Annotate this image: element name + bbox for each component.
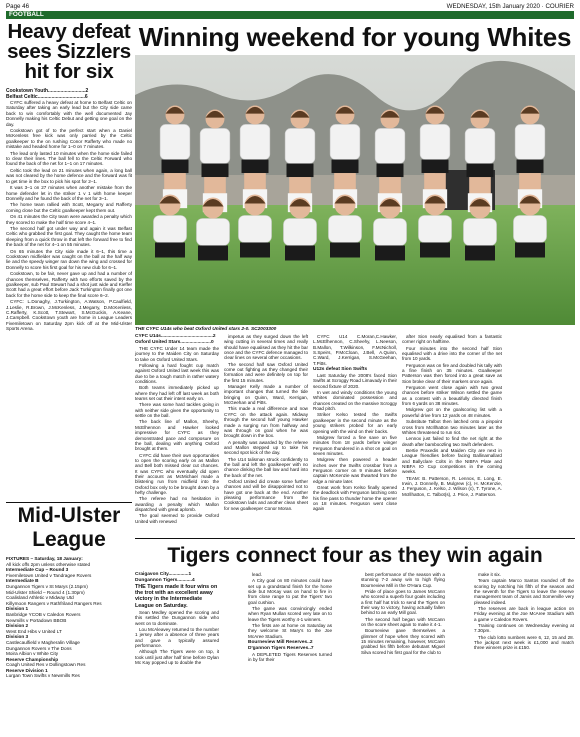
article-paragraph: This made a real difference and now CYFC on the attack again. Midway through the second half young Hawker made a surging run from halfway and was through on goal when he was brought down in the box. bbox=[224, 406, 308, 439]
article-paragraph: Team captain Marco Santos rounded off the scoring by notching his fifth of the season and the seventh for the Tigers to leave the reserve management team of Jarvis and Somerville very pleased indeed. bbox=[474, 578, 574, 605]
fixture-line: Dungannon Rovers v The Dons bbox=[6, 645, 72, 651]
article-paragraph: Lou McAleavey returned to the number 1 jersey after a absence of three years and gave a typically assured performance. bbox=[135, 626, 219, 648]
article-paragraph: CYFC suffered a heavy defeat at home to Belfast Celtic on Saturday after taking an early lead but the City side came back to win comfortably with the well documented Jay Donnelly making his Celtic Debut and getting one goal on the day. bbox=[6, 100, 132, 127]
fixture-line: Mid-Ulster Shield – Round 4 (1.30pm) bbox=[6, 589, 85, 595]
players-group bbox=[154, 106, 547, 261]
fixture-line: Dungannon Tigers v St Marys (2.15pm) bbox=[6, 583, 88, 589]
tigers-column-3 bbox=[361, 572, 445, 656]
article-paragraph: Celtic took the lead on 21 minutes when again, a long ball was not cleared by the home defence and the forward was fit to get time in the box to pick his spot for 2–1. bbox=[6, 167, 132, 184]
article-paragraph: Last Saturday the 2008's faced Sion Swifts at Scroggy Road Limavady in their second fixture of 2020. bbox=[313, 373, 397, 389]
article-paragraph: Bertie Praxedis and Maiden City are next in League friendlies before facing Ballinamallard and Ballyclare Colts in the NIBFA Plate and NIBFA IO Cup competitions in the coming weeks. bbox=[402, 447, 502, 475]
fixture-line: Fivemiletown United v Tandragee Rovers bbox=[6, 572, 92, 578]
fixture-line: Coalisland Athletic v Midway Utd bbox=[6, 595, 74, 601]
article-paragraph: Four minutes into the second half Sion equalised with a drive into the corner of the net from 10 yards. bbox=[402, 345, 502, 362]
article-paragraph: The home team rallied with Scott, Megarry and Rafferty coming close but the Celtic goalkeeper kept them out. bbox=[6, 202, 132, 213]
fixture-line: Coagh United Res v Dollingstown Res bbox=[6, 662, 86, 668]
page-number: Page 46 bbox=[6, 3, 30, 10]
article-paragraph: A penalty was awarded by the referee and Mallon stepped up to take his second spot kick of the day. bbox=[224, 439, 308, 456]
team-photo bbox=[135, 55, 575, 325]
article-paragraph: TEAM: B. Patterson, R. Lennox, E. Long, E. Irwin, J. Donnelly, B. Mulgrew (c), H. McKenzie, J. Ferguson, J. Kelso, J. Wilson (c), T. Tyrone, A. McIllhatton, C. Talbot(s), J. Price, J. Patterson. bbox=[402, 475, 502, 497]
article-paragraph: Mulgrew got on the goalscoring list with a powerful drive from 12 yards on 48 minutes. bbox=[402, 407, 502, 418]
article-paragraph: The goal seemed to provide Oxford United with renewed bbox=[135, 513, 219, 524]
article-paragraph: Both teams immediately picked up where they had left off last week as both teams set out their intent early on. bbox=[135, 385, 219, 402]
sizzlers-body bbox=[6, 100, 132, 332]
fixture-line: Castlecaulfield v Magheralin Village bbox=[6, 639, 80, 645]
article-paragraph: In wet and windy conditions the young Whites dominated possession and chances created on the massive Scroggy Road pitch. bbox=[313, 390, 398, 412]
fixture-heading: FIXTURES – Saturday, 18 January: bbox=[6, 556, 83, 561]
article-paragraph: lead. bbox=[252, 572, 262, 577]
lead-paragraph: THE Tigers made it four wins on the trot with an excellent away victory in the Intermediate League on Saturday. bbox=[135, 584, 218, 609]
date-paper: WEDNESDAY, 15th January 2020 · COURIER bbox=[446, 3, 574, 10]
article-paragraph: On 41 minutes the City team were awarded a penalty which they scored to make the half time score 4–1. bbox=[6, 214, 132, 225]
fixture-line: Lurgan Town Swifts v Newmills Res bbox=[6, 673, 80, 679]
fixture-heading: Division 2 bbox=[6, 623, 29, 629]
score-line: Belfast Celtic..................................6 bbox=[6, 94, 88, 100]
fixture-line: Banbridge YCOB v Caledon Rovers bbox=[6, 611, 81, 617]
fixture-heading: Division 1 bbox=[6, 606, 29, 612]
article-paragraph: Cookstown, to be fair, never gave up and had a number of chances themselves, Rafferty with two efforts saved by the goalkeeper, sub Paul Stewart had a shot just wide and Kieffer Scott had a great effort before Jack Turkington finally got one back for the home side to keep the final score 6–2. bbox=[6, 271, 132, 298]
fixture-heading: Reserve Championship bbox=[6, 656, 59, 662]
article-paragraph: It was 3–1 on 27 minutes when another mistake from the home defender let in the striker 1 v 1 with home keeper Donnelly and he found the back of the net for 3–1. bbox=[6, 185, 132, 201]
article-paragraph: A DEPLETED Tigers Reserves turned in by far their bbox=[248, 652, 332, 663]
article-paragraph: The firsts are at home on Saturday as they welcome St Mary's to the Joe McAree Stadium. bbox=[248, 623, 332, 639]
tigers-headline: Tigers connect four as they win again bbox=[167, 544, 543, 567]
score-line: Dungannon Tigers...........4 bbox=[135, 578, 195, 583]
article-paragraph: The back line of Mallon, Sheehy, McElhennon and Hawker looked impressive for CYFC as they demonstrated pace and composure on the ball, dealing with anything Oxford brought at them. bbox=[135, 419, 219, 452]
sizzlers-article bbox=[6, 22, 132, 333]
article-paragraph: Cookstown got of to the perfect start when a Daniel McKenless free kick was only parried by the Celtic goalkeeper to the on rushing Conor Rafferty who made no mistake and headed home for 1–0 on 7 minutes. bbox=[6, 128, 132, 150]
article-paragraph: impetus as they surged down the left wing cutting in several times and really should have equalised as they hit the bar once and the CYFC defence managed to clear lines on several other occasions. bbox=[224, 334, 308, 361]
article-paragraph: A City goal on 80 minutes could have set up a grandstand finish for the home side but McKay was on hand to fire in from close range to put the Tigers' two goal cushion. bbox=[248, 578, 332, 605]
article-paragraph: Pride of place goes to James McCann who scored a superb four goals including a first half hat trick to send the Tigers on their way to victory, having actually fallen behind to an early Mill goal. bbox=[361, 589, 445, 616]
fixture-heading: Division 3 bbox=[6, 634, 29, 640]
article-paragraph: On 65 minutes the City side made it 6–1, this time a Cookstown midfielder was caught on the ball at the half way lie and the speedy winger ran down the wing and crossed for Donnelly to score his first goal for his new club for 6–1. bbox=[6, 248, 132, 270]
article-paragraph: Following a hard fought cup match against Oxford United last week this was due to be a tough match in rather watery conditions. bbox=[135, 363, 219, 385]
whites-column-4 bbox=[402, 334, 502, 498]
whites-column-3 bbox=[313, 334, 397, 513]
divider bbox=[135, 538, 575, 539]
score-line: Cookstown Youth...........................2 bbox=[6, 88, 89, 94]
section-bar: FOOTBALL bbox=[6, 11, 574, 19]
divider bbox=[6, 502, 132, 503]
article-paragraph: Lennox just failed to find the net right at the death after bamboozling two Swift defenders. bbox=[402, 436, 502, 447]
article-paragraph: best performance of the season with a stunning 7-2 away win to high flying Bourneview Mill in the O'Hara Cup. bbox=[361, 572, 445, 588]
article-paragraph: Great work from Kelso finally opened the deadlock with Ferguson latching onto his fine pass to thunder home the opener on 18 minutes. Ferguson went close again bbox=[313, 484, 397, 512]
tigers-column-1 bbox=[135, 572, 219, 666]
article-paragraph: Mulgrew then powered a header inches over the Swifts crossbar from a Ferguson corner on 9 minutes before captain McKenzie was thwarted from the edge a minute later. bbox=[313, 457, 397, 484]
article-paragraph: The second half got under way and again it was Belfast Celtic who grabbed the first goal. They caught the home team sleeping from a quick throw in that left the forward free to find the back of the net for 4–1 on 55 minutes. bbox=[6, 225, 132, 248]
score-line: Bourneview Mill Reserves..2 bbox=[248, 640, 313, 646]
sizzlers-headline: Heavy defeat sees Sizzlers hit for six bbox=[7, 20, 131, 83]
fixture-heading: Intermediate B bbox=[6, 578, 39, 584]
article-paragraph: Training continues on Wednesday evening at 7.30pm. bbox=[474, 623, 574, 634]
score-line: CYFC U14s.......................................2 bbox=[135, 334, 216, 339]
article-paragraph: The second half saw Oxford United come out fighting as they changed their formation and were definitely on top for the first 15 minutes. bbox=[224, 361, 308, 383]
article-paragraph: The reserves are back in league action on Friday evening at the Joe McAree Stadium with a game v Caledon Rovers. bbox=[474, 606, 574, 622]
fixture-line: Killymoon Rangers v Rathfriland Rangers Res bbox=[6, 600, 102, 606]
midulster-fixtures bbox=[6, 556, 132, 679]
article-paragraph: Oxford United did create some further chances and will be disappointed not to have got one back at the end. Another pleasing performance from the Cookstown lads and another clean sheet for new goalkeeper Conor Moran. bbox=[224, 478, 308, 511]
article-paragraph: The U14 talisman struck confidently to the ball and left the goalkeeper with no chance dinking the ball low and hard into the back of the net. bbox=[224, 456, 308, 478]
article-paragraph: Bourneview gave themselves a glimmer of hope when they scored with 15 minutes remaining, however, McCann grabbed his fifth before debutant Miguel Silva scored his first goal for the club to bbox=[361, 628, 445, 655]
article-paragraph: The club lotto numbers were 6, 12, 15 and 28. The jackpot next week is £1,000 and match three winners prize is £150. bbox=[474, 634, 574, 651]
article-paragraph: Ferguson went close again with two great chances before striker Wilson settled the game as a contest with a beautifully directed finish from 6 yards on 38 minutes. bbox=[402, 385, 502, 407]
score-line: D'gannon Tigers Reserves..7 bbox=[248, 646, 314, 652]
whites-headline: Winning weekend for young Whites bbox=[138, 22, 572, 52]
article-paragraph: There was some hard tackles going in with neither side given the opportunity to settle on the ball. bbox=[135, 402, 219, 419]
score-line: Oxford United Stars.......................0 bbox=[135, 340, 214, 345]
whites-column-2 bbox=[224, 334, 308, 512]
midulster-headline: Mid-Ulster League bbox=[17, 504, 121, 551]
article-paragraph: Although The Tigers were on top, it took until just after half time before Dylan Mc Kay popped up to double the bbox=[135, 649, 219, 665]
article-paragraph: Manager Kelly made a number of important changes that turned the tide bringing on Quinn, Ward, Kerrigan, McGeehan and Pitts. bbox=[224, 384, 308, 406]
fixture-heading: Intermediate Cup – Round 3 bbox=[6, 567, 69, 573]
fixture-line: West End Hibs v United LT bbox=[6, 628, 62, 634]
sizzlers-score bbox=[6, 88, 132, 100]
fixture-line: Moira Albion v White City bbox=[6, 651, 59, 657]
article-paragraph: The lead only lasted 10 minutes when the home side failed to clear their lines. The ball fell to the Celtic Forward who found the back of the net for 1–1 on 17 minutes. bbox=[6, 150, 132, 167]
fixture-line: All kick offs 2pm unless otherwise stated bbox=[6, 561, 91, 567]
tigers-column-2 bbox=[248, 572, 332, 664]
article-paragraph: Substitute Talbot then latched onto a pinpoint cross from McIllhatton two minutes later as the Whites threatened to run riot. bbox=[402, 419, 502, 435]
score-line: Craigavon City...............1 bbox=[135, 572, 192, 577]
article-paragraph: The second half began with McCann on the score sheet again to make it 4-1. bbox=[361, 616, 445, 628]
article-paragraph: Mulgrew forced a fine save on five minutes from 18 yards before winger Ferguson thundered in a shot on goal on seven minutes. bbox=[313, 434, 397, 456]
article-paragraph: Ferguson was on fire and doubled his tally with a fine finish on 35 minutes. Goalkeeper Patterson was then forced into a great save as Sion broke clear of their markers once again. bbox=[402, 362, 502, 384]
fixture-line: Newmills v Portadown BBOB bbox=[6, 617, 67, 623]
team-photo-image bbox=[135, 55, 575, 325]
photo-caption: THE CYFC U14s who beat Oxford United stars 2-0. SC2003300 bbox=[135, 327, 277, 332]
page-header bbox=[6, 2, 574, 11]
tigers-column-4 bbox=[474, 572, 574, 652]
article-paragraph: THE CYFC Under 14 team made the journey to the Maiden City on Saturday to take on Oxford United Stars. bbox=[135, 346, 219, 362]
article-paragraph: Sean Medley opened the scoring and this settled the Dungannon side who went on to dominate. bbox=[135, 609, 219, 626]
article-paragraph: CYFC did have their own opportunities to open the scoring early on as Mallon and Bell both missed clear cut chances. It was CYFC who eventually did open their account as McMichael made a blistering run from midfield into the Oxford box only to be brought down by a hefty challenge. bbox=[135, 452, 219, 495]
article-paragraph: The game was convincingly ended when Ryan Mullan scored very late on to leave the Tigers worthy 4-1 winners. bbox=[248, 606, 332, 622]
score-line: U12s defeat Sion Swifts bbox=[313, 367, 368, 373]
article-paragraph: after Sion nearly equalised from a fantastic corner right on halftime. bbox=[402, 334, 502, 345]
whites-column-1 bbox=[135, 334, 219, 525]
article-paragraph: CYFC U14 C.Moran,C.Hawker, L.McElhennon, C.Sheehy, L.Neeson, B.Mallon, T.Wilkinson, F.McNicholl, S.Speirs, P.McCloan, J.Bell, A.Quinn, C.Ward, J.Kerrigan, S.McGeehan, T.Pitts. bbox=[313, 334, 397, 366]
article-paragraph: The referee had no hesitation in awarding a penalty which Mallon dispatched with great aplomb. bbox=[135, 496, 219, 512]
article-paragraph: make it six. bbox=[478, 572, 501, 577]
article-paragraph: CYFC: L.Donaghy, J.Turkington, A.Watson, P.Caulfield, J.Leslie, R.Brown, J.McKenless, J.Megarry, D.McKenless, C.Rafferty, K.Scott, T.Stewart, S.McGuckin, A.Keane, J.Campbell. Cookstown youth are home in League Leaders Fivemiletown on Saturday 2pm kick off at the Mid-Ulster Sports Arena. bbox=[6, 299, 132, 332]
article-paragraph: Striker Kelso tested the Swifts goalkeeper in the second minute as the young strikers probed for an early opening with the wind on their backs. bbox=[313, 412, 397, 434]
fixture-heading: Reserve Division 1 bbox=[6, 667, 48, 673]
